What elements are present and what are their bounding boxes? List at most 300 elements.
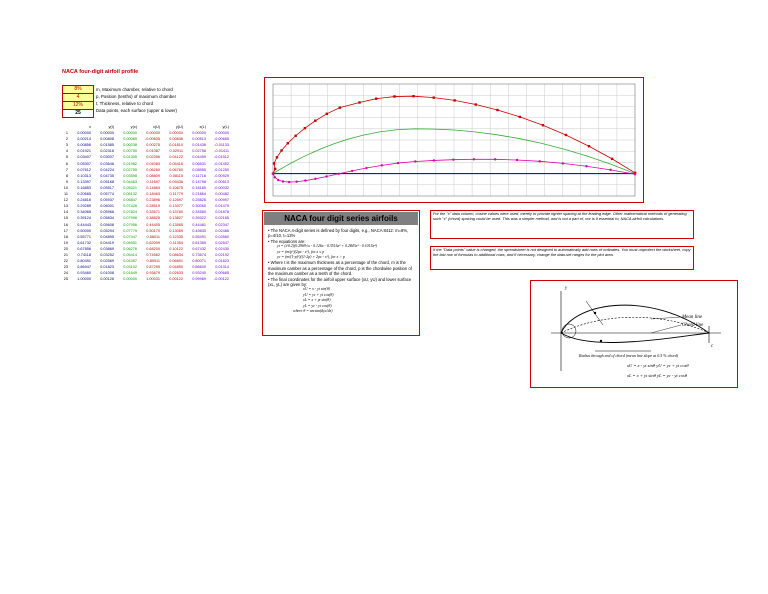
formula-where: • Where t is the maximum thickness as a percentage of the chord, m is the maximum camber as a percentage of the chord, p is the chordwise position of the maximum camber as a tenth of the chord.	[268, 260, 412, 277]
cell-yu[interactable]: 0.12697	[169, 198, 183, 203]
header-yt: y(t)	[108, 125, 114, 129]
cell-yt[interactable]: 0.00000	[100, 131, 114, 136]
cell-yc[interactable]: 0.01982	[123, 161, 137, 166]
upper-point	[453, 99, 455, 101]
row-index[interactable]: 11	[64, 192, 68, 197]
cell-x[interactable]: 0.05307	[77, 161, 91, 166]
row-index[interactable]: 3	[65, 143, 68, 148]
cell-yl[interactable]: 0.00997	[215, 198, 229, 203]
cell-yl[interactable]: -0.01512	[214, 155, 229, 160]
row-index[interactable]: 15	[63, 216, 68, 221]
cell-yl[interactable]: -0.00665	[214, 137, 229, 142]
cell-xl[interactable]: 0.00513	[192, 137, 206, 142]
param-p-input[interactable]: 4	[63, 94, 93, 102]
chord-end-label: c	[711, 344, 714, 349]
cell-yt[interactable]: 0.01585	[100, 143, 114, 148]
cell-yl[interactable]: 0.01314	[215, 265, 229, 270]
formula-intro-text: The NACA 4-digit series is defined by four digits, e.g., NACA 8412: m=8%, p=4/10, t=12%	[268, 228, 409, 239]
formula-f1: xU = x - yt sin(θ)	[303, 287, 330, 292]
cell-xl[interactable]: 0.00000	[192, 131, 206, 136]
lower-point	[277, 179, 279, 181]
cell-x[interactable]: 0.34065	[77, 210, 91, 215]
row-index[interactable]: 7	[65, 167, 68, 172]
airfoil-diagram	[530, 280, 738, 388]
cell-xl[interactable]: 0.34560	[192, 210, 206, 215]
cell-x[interactable]: 0.07612	[77, 167, 91, 172]
param-points-label: Data points, each surface (upper & lower)	[96, 108, 178, 113]
cell-xl[interactable]: 0.30060	[192, 204, 206, 209]
upper-point	[412, 95, 414, 97]
cell-x[interactable]: 0.55771	[77, 234, 91, 239]
cell-yt[interactable]: 0.05608	[100, 222, 114, 227]
lower-point	[414, 160, 416, 162]
row-index[interactable]: 2	[65, 137, 68, 142]
upper-point	[326, 113, 328, 115]
cell-xu[interactable]: 0.04083	[146, 161, 160, 166]
row-index[interactable]: 6	[65, 161, 68, 166]
lower-point	[609, 169, 611, 171]
cell-xl[interactable]: 0.99969	[192, 277, 206, 282]
cell-xu[interactable]: 0.02356	[146, 155, 160, 160]
param-m-input[interactable]: 8%	[63, 86, 93, 94]
cell-xu[interactable]: 0.80911	[146, 259, 160, 264]
cell-xl[interactable]: 0.04459	[192, 155, 206, 160]
header-x: x	[89, 125, 91, 129]
cell-yu[interactable]: 0.00000	[169, 131, 183, 136]
cell-yl[interactable]: -0.00032	[214, 185, 229, 190]
lower-point	[634, 173, 636, 175]
y-axis-label: y	[565, 286, 568, 291]
lower-point	[516, 159, 518, 161]
cell-yt[interactable]: 0.02569	[100, 259, 114, 264]
cell-yu[interactable]: 0.09436	[169, 179, 183, 184]
row-index[interactable]: 13	[63, 204, 68, 209]
row-index[interactable]: 8	[65, 173, 68, 178]
lower-point	[365, 167, 367, 169]
cell-xl[interactable]: 0.25826	[192, 198, 206, 203]
lower-point	[562, 162, 564, 164]
row-index[interactable]: 23	[63, 265, 68, 270]
cell-xl[interactable]: 0.67432	[192, 246, 206, 251]
cell-yc[interactable]: 0.03102	[123, 265, 137, 270]
cell-xl[interactable]: 0.18185	[192, 185, 206, 190]
lower-point	[272, 172, 274, 174]
row-index[interactable]: 17	[63, 228, 68, 233]
cell-x[interactable]: 0.00856	[77, 143, 91, 148]
cell-xu[interactable]: 0.11697	[146, 179, 160, 184]
cell-yc[interactable]: 0.00338	[123, 143, 137, 148]
sheet-title: NACA four-digit airfoil profile	[62, 69, 139, 75]
note-x-spacing: For the "x" data column, cosine values were used, merely to provide tighter spacing at the leading edge. Other mathematical methods of generating such "x" (chord) spacing could be used. This was a simpler method, and is not a part of, nor is it essential to, NACA airfoil calculations.	[430, 210, 694, 239]
cell-yt[interactable]: 0.03007	[100, 155, 114, 160]
chord-line-leader	[651, 325, 681, 333]
upper-point	[294, 135, 296, 137]
lower-point	[494, 158, 496, 160]
cell-yt[interactable]: 0.05937	[100, 198, 114, 203]
cell-yl[interactable]: 0.02430	[215, 246, 229, 251]
lower-point	[338, 173, 340, 175]
cell-xu[interactable]: 0.93679	[146, 271, 160, 276]
cell-yc[interactable]: 0.07824	[123, 210, 137, 215]
cell-yu[interactable]: 0.00836	[169, 137, 183, 142]
cell-yc[interactable]: 0.05321	[123, 185, 137, 190]
cell-xl[interactable]: 0.49830	[192, 228, 206, 233]
cell-yu[interactable]: 0.10122	[169, 246, 183, 251]
lower-point	[397, 162, 399, 164]
cell-xu[interactable]: 0.87295	[146, 265, 160, 270]
cell-yc[interactable]: 0.03598	[123, 173, 137, 178]
cell-xu[interactable]: 0.00275	[146, 143, 160, 148]
note-data-points: If the "Data points" value is changed, the spreadsheet is not designed to automatically add rows of ordinates. You must unprotect the worksheet, copy the last row of formulas to additional rows, and if necessary, change the data-set ranges for the plot area.	[430, 246, 694, 270]
cell-yl[interactable]: -0.00929	[214, 173, 229, 178]
cell-yl[interactable]: 0.02547	[215, 240, 229, 245]
upper-point	[475, 103, 477, 105]
upper-point	[496, 109, 498, 111]
cell-xu[interactable]: 0.18463	[146, 192, 160, 197]
cell-xu[interactable]: 0.23896	[146, 198, 160, 203]
lower-point	[351, 170, 353, 172]
cell-x[interactable]: 0.16853	[77, 185, 91, 190]
formula-eq1: yt = (t/0.2)(0.2969√x - 0.126x - 0.3516x² + 0.2843x³ - 0.1015x⁴)	[277, 244, 377, 249]
cell-x[interactable]: 0.01921	[77, 149, 91, 154]
upper-point	[276, 156, 278, 158]
lower-point	[274, 176, 276, 178]
cell-yl[interactable]: 0.00000	[215, 131, 229, 136]
lower-point	[433, 159, 435, 161]
upper-point	[273, 162, 275, 164]
cell-yc[interactable]: 0.01649	[123, 271, 137, 276]
lower-point	[282, 180, 284, 182]
cell-yu[interactable]: 0.01810	[169, 143, 183, 148]
row-index[interactable]: 24	[63, 271, 68, 276]
cell-xu[interactable]: 0.50170	[146, 228, 160, 233]
formula-f2: yU = yc + yt cos(θ)	[303, 292, 334, 297]
cell-xl[interactable]: 0.80071	[192, 259, 206, 264]
cell-xu[interactable]: 0.56011	[146, 234, 160, 239]
header-xu: x(U)	[152, 125, 160, 129]
cell-yc[interactable]: 0.07447	[123, 234, 137, 239]
cell-yu[interactable]: 0.12335	[169, 234, 183, 239]
lower-point	[473, 158, 475, 160]
cell-yl[interactable]: 0.02486	[215, 228, 229, 233]
cell-x[interactable]: 0.13397	[77, 179, 91, 184]
lower-point	[585, 165, 587, 167]
diagram-eq-lower: xL = x + yt sinθ yL = yc - yt cosθ	[627, 373, 687, 378]
cell-yl[interactable]: -0.00513	[214, 179, 229, 184]
row-index[interactable]: 16	[63, 222, 68, 227]
row-index[interactable]: 20	[63, 246, 68, 251]
cell-yc[interactable]: 0.02755	[123, 167, 137, 172]
row-index[interactable]: 25	[63, 277, 68, 282]
param-inputs	[62, 85, 94, 118]
cell-yl[interactable]: -0.01411	[214, 149, 229, 154]
upper-point	[594, 312, 596, 314]
cell-x[interactable]: 1.00000	[77, 277, 91, 282]
leading-edge-radius	[562, 324, 576, 338]
cell-xu[interactable]: -0.00605	[145, 137, 160, 142]
table-row	[56, 276, 231, 282]
formula-eq-head-text: The equations are:	[270, 238, 306, 244]
cell-xu[interactable]: 0.00000	[146, 131, 160, 136]
formula-final-text: The final coordinates for the airfoil upper surface (xU, yU) and lower surface (xL, yL) are given by:	[268, 276, 412, 288]
cell-xu[interactable]: 0.74562	[146, 252, 160, 257]
airfoil-chart[interactable]	[264, 77, 644, 203]
upper-point	[339, 106, 341, 108]
cell-yc[interactable]: 0.07956	[123, 222, 137, 227]
cell-xl[interactable]: 0.39322	[192, 216, 206, 221]
header-yl: y(L)	[222, 125, 229, 129]
cell-x[interactable]: 0.20665	[77, 192, 91, 197]
formula-eq-head: • The equations are:	[268, 238, 306, 244]
lower-point	[304, 179, 306, 181]
cell-yu[interactable]: 0.13377	[169, 204, 183, 209]
cell-yt[interactable]: 0.02316	[100, 149, 114, 154]
cell-yu[interactable]: 0.10675	[169, 185, 183, 190]
cell-yt[interactable]: 0.04735	[100, 173, 114, 178]
cell-yu[interactable]: 0.04890	[169, 265, 183, 270]
upper-point	[280, 149, 282, 151]
row-index[interactable]: 21	[63, 252, 68, 257]
cell-yt[interactable]: 0.04224	[100, 167, 114, 172]
cell-yt[interactable]: 0.04895	[100, 234, 114, 239]
cell-yl[interactable]: 0.01475	[215, 204, 229, 209]
cell-yu[interactable]: 0.02633	[169, 271, 183, 276]
upper-point	[433, 96, 435, 98]
cell-yt[interactable]: 0.06001	[100, 204, 114, 209]
cell-xu[interactable]: 0.28519	[146, 204, 160, 209]
row-index[interactable]: 12	[63, 198, 68, 203]
diagram-drawing	[531, 281, 737, 387]
cell-yt[interactable]: 0.01008	[100, 271, 114, 276]
cell-yl[interactable]: 0.01878	[215, 210, 229, 215]
cell-xl[interactable]: 0.21864	[192, 192, 206, 197]
row-index[interactable]: 14	[63, 210, 68, 215]
cell-xl[interactable]: 0.06531	[192, 161, 206, 166]
cell-x[interactable]: 0.80491	[77, 259, 91, 264]
cell-yu[interactable]: 0.05416	[169, 161, 183, 166]
cell-xl[interactable]: 0.93240	[192, 271, 206, 276]
cell-x[interactable]: 0.67856	[77, 246, 91, 251]
cell-yc[interactable]: 0.06132	[123, 192, 137, 197]
cell-yt[interactable]: 0.05966	[100, 210, 114, 215]
cell-xl[interactable]: 0.61365	[192, 240, 206, 245]
upper-point	[588, 145, 590, 147]
cell-x[interactable]: 0.03407	[77, 155, 91, 160]
cell-yt[interactable]: 0.04419	[100, 240, 114, 245]
cell-yu[interactable]: 0.08115	[169, 173, 183, 178]
diagram-eq-upper: xU = x - yt sinθ yU = yc + yt cosθ	[627, 363, 689, 368]
lower-point	[538, 160, 540, 162]
formula-where-text: Where t is the maximum thickness as a percentage of the chord, m is the maximum camber as a percentage of the chord, p is the chordwise position of the maximum camber as a tenth of the chord.	[268, 260, 412, 277]
cell-yu[interactable]: 0.11354	[169, 240, 183, 245]
cell-yc[interactable]: 0.06847	[123, 198, 137, 203]
upper-point	[611, 158, 613, 160]
row-index[interactable]: 9	[65, 179, 68, 184]
cell-yc[interactable]: 0.05414	[123, 252, 137, 257]
row-index[interactable]: 19	[63, 240, 68, 245]
lower-point	[381, 164, 383, 166]
cell-yu[interactable]: 0.06760	[169, 167, 183, 172]
lower-point	[452, 158, 454, 160]
cell-x[interactable]: 0.29289	[77, 204, 91, 209]
cell-xl[interactable]: 0.44481	[192, 222, 206, 227]
ordinates-table	[56, 124, 231, 282]
cell-yc[interactable]: 0.00000	[123, 277, 137, 282]
cell-yt[interactable]: 0.05834	[100, 216, 114, 221]
cell-yc[interactable]: 0.06276	[123, 246, 137, 251]
cell-yu[interactable]: 0.02911	[169, 149, 183, 154]
cell-x[interactable]: 0.44443	[77, 222, 91, 227]
cell-yl[interactable]: 0.02165	[215, 216, 229, 221]
cell-yt[interactable]: 0.05294	[100, 228, 114, 233]
cell-yu[interactable]: 0.13760	[169, 210, 183, 215]
cell-yl[interactable]: -0.00122	[214, 277, 229, 282]
cell-xu[interactable]: 1.00031	[146, 277, 160, 282]
upper-point	[274, 168, 276, 170]
cell-xu[interactable]: 0.38825	[146, 216, 160, 221]
cell-yc[interactable]: 0.01305	[123, 155, 137, 160]
cell-xl[interactable]: 0.02756	[192, 149, 206, 154]
row-index[interactable]: 1	[65, 131, 68, 136]
cell-yu[interactable]: 0.13827	[169, 216, 183, 221]
upper-point	[314, 120, 316, 122]
cell-yl[interactable]: -0.01133	[214, 143, 229, 148]
cell-yc[interactable]: 0.04463	[123, 179, 137, 184]
cell-yl[interactable]: 0.01823	[215, 259, 229, 264]
lower-point	[600, 340, 602, 342]
cell-xu[interactable]: 0.08809	[146, 173, 160, 178]
param-t-label: t, Thickness, relative to chord	[96, 101, 154, 106]
cell-x[interactable]: 0.39124	[77, 216, 91, 221]
cell-x[interactable]: 0.61732	[77, 240, 91, 245]
cell-yu[interactable]: 0.13565	[169, 222, 183, 227]
formula-eq2: yc = (m/p²)(2px - x²), for x ≤ p	[277, 249, 325, 254]
cell-x[interactable]: 0.10313	[77, 173, 91, 178]
cell-x[interactable]: 0.24816	[77, 198, 91, 203]
cell-x[interactable]: 0.00000	[77, 131, 91, 136]
formula-eq3: yc = (m/(1-p)²)((1-2p) + 2px - x²), for x > p	[277, 255, 345, 260]
cell-xu[interactable]: 0.68200	[146, 246, 160, 251]
lower-point	[288, 181, 290, 183]
cell-x[interactable]: 0.86947	[77, 265, 91, 270]
cell-yu[interactable]: 0.11779	[169, 192, 183, 197]
formula-f4: yL = yc - yt cos(θ)	[303, 303, 332, 308]
upper-point	[542, 124, 544, 126]
cell-yc[interactable]: 0.00085	[123, 137, 137, 142]
cell-yt[interactable]: 0.03252	[100, 252, 114, 257]
row-index[interactable]: 4	[65, 149, 68, 154]
cell-yl[interactable]: 0.02347	[215, 222, 229, 227]
radius-label: Radius through end of chord (mean line slope at 0.5 % chord)	[579, 353, 679, 358]
cell-yl[interactable]: 0.02192	[215, 252, 229, 257]
cell-yt[interactable]: 0.00808	[100, 137, 114, 142]
header-yu: y(U)	[175, 125, 183, 129]
cell-xl[interactable]: 0.14798	[192, 179, 206, 184]
cell-xl[interactable]: 0.86600	[192, 265, 206, 270]
upper-point	[565, 134, 567, 136]
cell-yc[interactable]: 0.06951	[123, 240, 137, 245]
cell-xl[interactable]: 0.55491	[192, 234, 206, 239]
cell-yt[interactable]: 0.03869	[100, 246, 114, 251]
lower-point	[295, 181, 297, 183]
cell-yt[interactable]: 0.01823	[100, 265, 114, 270]
cell-yc[interactable]: 0.04357	[123, 259, 137, 264]
param-t-input[interactable]: 12%	[63, 102, 93, 110]
formula-f5: where θ = arctan(dyc/dx)	[293, 309, 333, 314]
param-points-input[interactable]: 25	[63, 110, 93, 117]
cell-xu[interactable]: 0.06260	[146, 167, 160, 172]
cell-x[interactable]: 0.74118	[77, 252, 91, 257]
cell-xu[interactable]: 0.01087	[146, 149, 160, 154]
upper-point	[287, 142, 289, 144]
row-index[interactable]: 22	[63, 259, 68, 264]
cell-yc[interactable]: 0.00000	[123, 131, 137, 136]
formula-title: NACA four digit series airfoils	[264, 212, 418, 225]
cell-xl[interactable]: 0.73674	[192, 252, 206, 257]
row-index[interactable]: 18	[63, 234, 68, 239]
row-index[interactable]: 10	[63, 185, 68, 190]
cell-x[interactable]: 0.93460	[77, 271, 91, 276]
lower-point	[325, 175, 327, 177]
row-index[interactable]: 5	[65, 155, 68, 160]
cell-yu[interactable]: 0.13069	[169, 228, 183, 233]
upper-point	[358, 101, 360, 103]
cell-x[interactable]: 0.50000	[77, 228, 91, 233]
formula-panel	[262, 210, 420, 336]
mean-line-label: Mean line	[682, 315, 703, 320]
cell-yt[interactable]: 0.00126	[100, 277, 114, 282]
cell-yl[interactable]: 0.02560	[215, 234, 229, 239]
upper-point	[304, 127, 306, 129]
upper-point	[375, 97, 377, 99]
cell-yu[interactable]: 0.04122	[169, 155, 183, 160]
param-p-label: p, Position (tenths) of maximum chamber	[96, 94, 177, 99]
header-xl: x(L)	[199, 125, 206, 129]
cell-yt[interactable]: 0.05774	[100, 192, 114, 197]
cell-yl[interactable]: 0.00665	[215, 271, 229, 276]
cell-yc[interactable]: 0.07426	[123, 204, 137, 209]
lower-point	[314, 178, 316, 180]
cell-yt[interactable]: 0.05517	[100, 185, 114, 190]
cell-yl[interactable]: -0.01452	[214, 161, 229, 166]
mean-line-leader	[651, 317, 681, 319]
upper-point	[519, 116, 521, 118]
formula-intro: • The NACA 4-digit series is defined by four digits, e.g., NACA 8412: m=8%, p=4/10, t=12%	[268, 228, 409, 239]
cell-xu[interactable]: 0.14863	[146, 185, 160, 190]
cell-x[interactable]: 0.00214	[77, 137, 91, 142]
cell-yc[interactable]: 0.00750	[123, 149, 137, 154]
cell-xl[interactable]: 0.11716	[192, 173, 206, 178]
param-m-label: m, Maximum chamber, relative to chord	[96, 87, 173, 92]
cell-yu[interactable]: 0.00122	[169, 277, 183, 282]
cell-yu[interactable]: 0.08634	[169, 252, 183, 257]
cell-xl[interactable]: 0.08955	[192, 167, 206, 172]
upper-point	[393, 95, 395, 97]
cell-yt[interactable]: 0.05168	[100, 179, 114, 184]
cell-yc[interactable]: 0.07996	[123, 216, 137, 221]
cell-yc[interactable]: 0.07779	[123, 228, 137, 233]
airfoil-plot	[265, 78, 643, 202]
cell-yl[interactable]: -0.01250	[214, 167, 229, 172]
cell-xu[interactable]: 0.44405	[146, 222, 160, 227]
cell-yu[interactable]: 0.06891	[169, 259, 183, 264]
cell-xl[interactable]: 0.01436	[192, 143, 206, 148]
cell-xu[interactable]: 0.62009	[146, 240, 160, 245]
cell-xu[interactable]: 0.33571	[146, 210, 160, 215]
chord-line-label: Chord line	[682, 323, 704, 328]
cell-yl[interactable]: 0.00482	[215, 192, 229, 197]
cell-yt[interactable]: 0.03646	[100, 161, 114, 166]
